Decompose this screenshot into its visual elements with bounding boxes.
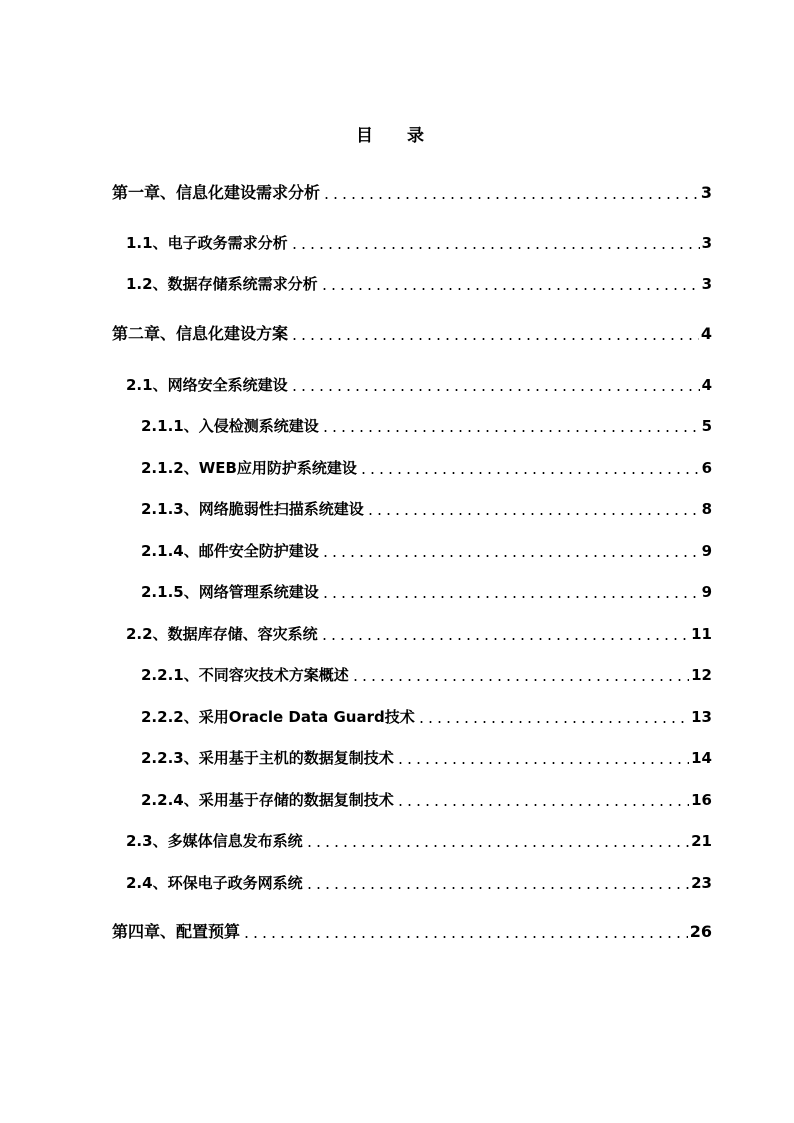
toc-dot-leader [359,472,700,474]
toc-entry-2-2-1[interactable] [141,663,712,685]
toc-page-number: 9 [701,583,712,601]
toc-entry-1-1[interactable] [126,231,712,253]
toc-entry-text: 2.1、网络安全系统建设 [126,376,288,394]
toc-entry-text: 2.2.4、采用基于存储的数据复制技术 [141,791,394,809]
toc-entry-1-2[interactable] [126,272,712,294]
toc-entry-2-1-2[interactable] [141,456,712,478]
toc-entry-2-3[interactable] [126,829,712,851]
toc-page-number: 23 [691,874,712,892]
toc-entry-text: 2.2、数据库存储、容灾系统 [126,625,318,643]
toc-page-number: 5 [701,417,712,435]
toc-page-number: 3 [701,234,712,252]
toc-entry-2-1-4[interactable] [141,539,712,561]
toc-entry-text: 2.1.2、WEB应用防护系统建设 [141,459,357,477]
toc-entry-2-1[interactable] [126,373,712,395]
toc-entry-2-2-2[interactable] [141,705,712,727]
toc-dot-leader [396,762,689,764]
toc-entry-text: 1.1、电子政务需求分析 [126,234,288,252]
toc-dot-leader [290,389,700,391]
toc-dot-leader [321,430,700,432]
toc-page-number: 3 [700,183,712,202]
toc-entry-text: 1.2、数据存储系统需求分析 [126,275,318,293]
toc-entry-text: 第二章、信息化建设方案 [112,324,289,343]
toc-page-number: 21 [691,832,712,850]
toc-page-number: 4 [701,376,712,394]
toc-page-number: 14 [691,749,712,767]
toc-entry-text: 2.1.3、网络脆弱性扫描系统建设 [141,500,364,518]
toc-entry-text: 2.3、多媒体信息发布系统 [126,832,303,850]
toc-dot-leader [321,555,700,557]
toc-entry-2-2[interactable] [126,622,712,644]
toc-entry-chapter-4[interactable] [112,920,712,942]
toc-dot-leader [320,638,690,640]
toc-dot-leader [305,887,690,889]
toc-dot-leader [366,513,700,515]
toc-entry-2-1-3[interactable] [141,497,712,519]
toc-page-number: 13 [691,708,712,726]
toc-dot-leader [290,247,700,249]
toc-entry-2-4[interactable] [126,871,712,893]
toc-dot-leader [322,197,699,199]
toc-page-number: 3 [701,275,712,293]
toc-entry-text: 2.1.4、邮件安全防护建设 [141,542,319,560]
toc-entry-text: 2.1.1、入侵检测系统建设 [141,417,319,435]
toc-dot-leader [305,845,690,847]
toc-entry-2-2-4[interactable] [141,788,712,810]
toc-dot-leader [351,679,689,681]
toc-entry-text: 2.2.1、不同容灾技术方案概述 [141,666,349,684]
toc-page-number: 12 [691,666,712,684]
toc-dot-leader [417,721,689,723]
toc-entry-text: 2.4、环保电子政务网系统 [126,874,303,892]
toc-dot-leader [242,936,688,938]
toc-page-number: 6 [701,459,712,477]
toc-page-number: 8 [701,500,712,518]
toc-dot-leader [290,338,699,340]
toc-page-number: 4 [700,324,712,343]
toc-entry-2-1-1[interactable] [141,414,712,436]
toc-page-number: 16 [691,791,712,809]
toc-entry-text: 2.1.5、网络管理系统建设 [141,583,319,601]
toc-entry-text: 2.2.3、采用基于主机的数据复制技术 [141,749,394,767]
toc-dot-leader [320,288,700,290]
toc-entry-text: 第四章、配置预算 [112,922,241,941]
toc-entry-2-1-5[interactable] [141,580,712,602]
toc-dot-leader [396,804,689,806]
toc-page-number: 11 [691,625,712,643]
toc-entry-2-2-3[interactable] [141,746,712,768]
toc-entry-chapter-1[interactable] [112,181,712,203]
toc-title: 目 录 [356,126,438,146]
toc-page-number: 26 [689,922,712,941]
toc-entry-text: 第一章、信息化建设需求分析 [112,183,321,202]
toc-entry-text: 2.2.2、采用Oracle Data Guard技术 [141,708,415,726]
toc-entry-chapter-2[interactable] [112,322,712,344]
toc-page-number: 9 [701,542,712,560]
toc-dot-leader [321,596,700,598]
